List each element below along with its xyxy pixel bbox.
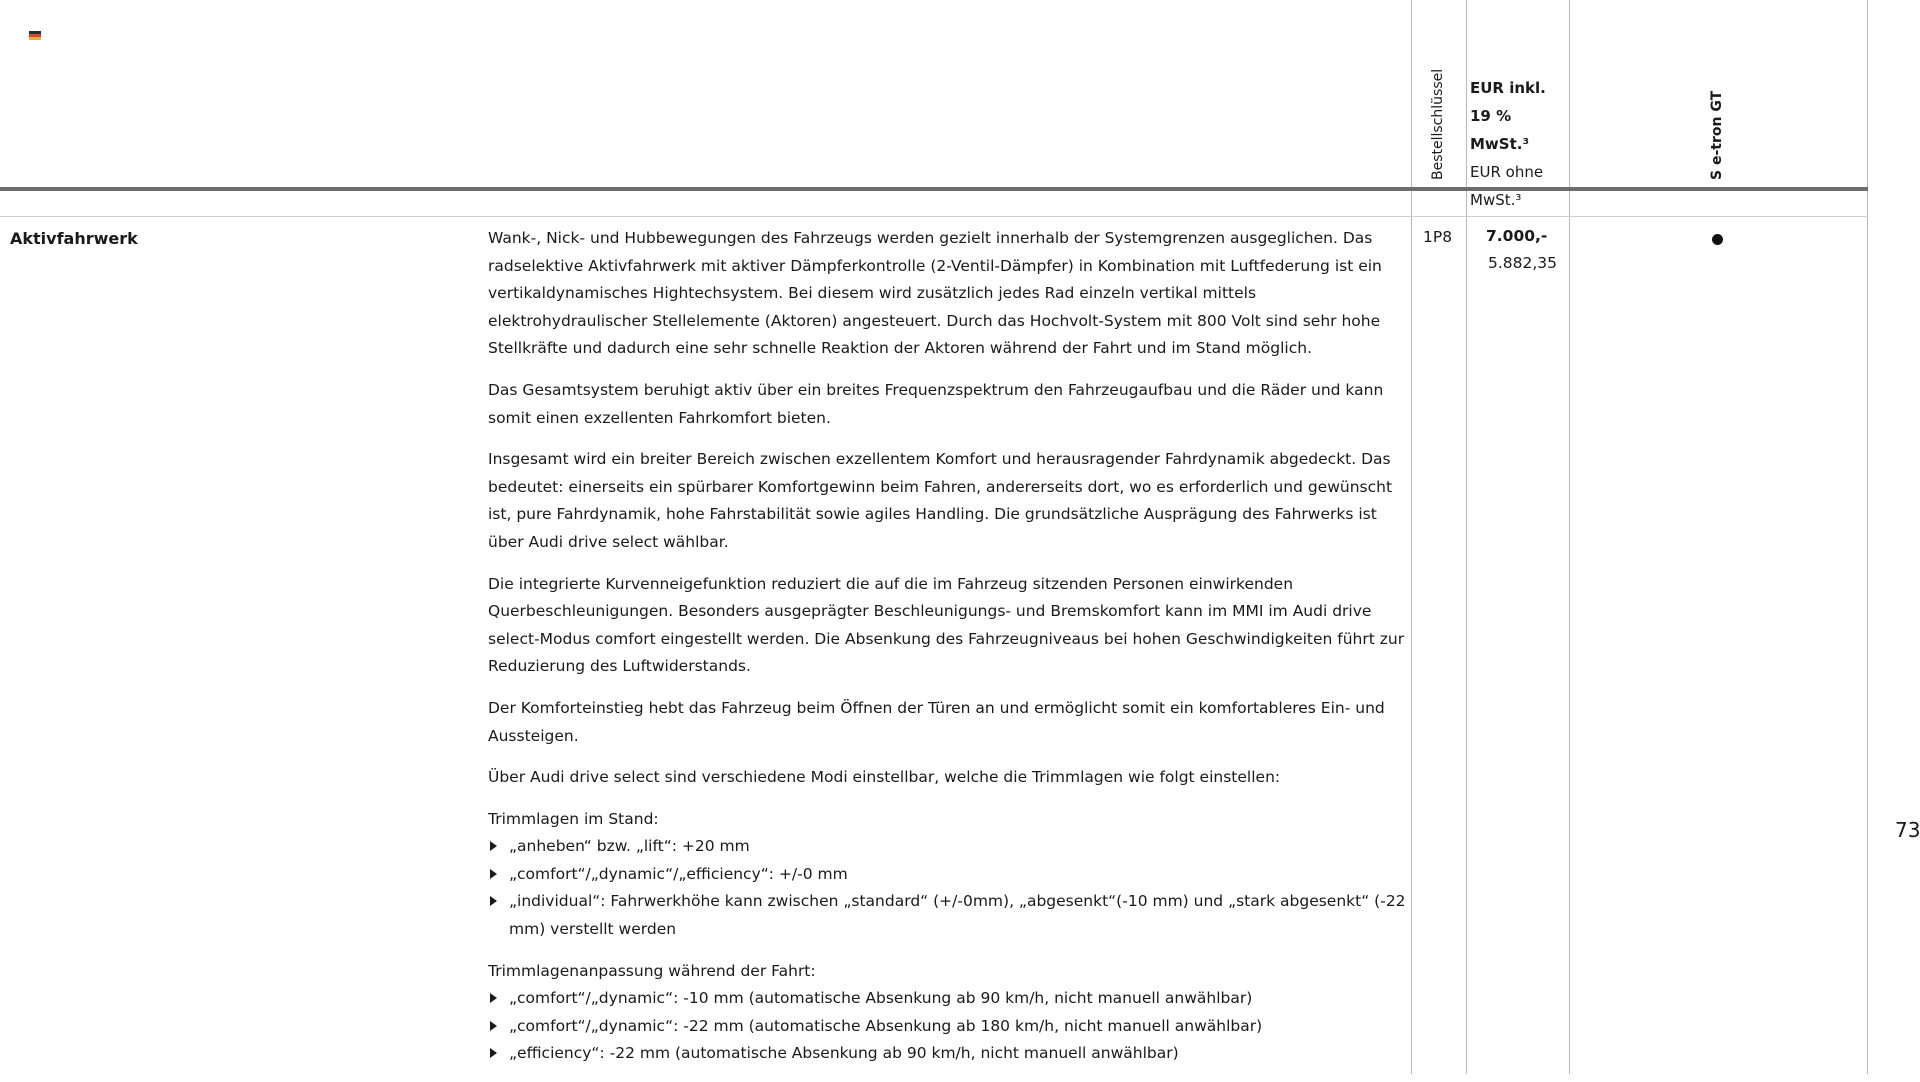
list-item xyxy=(488,861,1408,889)
order-key-header: Bestellschlüssel xyxy=(1430,68,1446,180)
drive-list xyxy=(488,985,1408,1068)
description-paragraph: Die integrierte Kurvenneigefunktion reduziert die auf die im Fahrzeug sitzenden Personen einwirkenden Querbeschleunigungen. Besonders ausgeprägter Beschleunigungs- und Bremskomfort kann im MMI im Audi drive select-Modus comfort eingestellt werden. Die Absenkung des Fahrzeugniveaus bei hohen Geschwindigkeiten führt zur Reduzierung des Luftwiderstands. xyxy=(488,574,1405,676)
germany-flag-icon xyxy=(29,31,41,40)
row-rule xyxy=(0,216,1868,217)
price-excl-value: 5.882,35 xyxy=(1488,254,1558,272)
price-header xyxy=(1470,74,1570,214)
description-paragraph: Wank-, Nick- und Hubbewegungen des Fahrzeugs werden gezielt innerhalb der Systemgrenzen ausgeglichen. Das radselektive Aktivfahrwerk mit aktiver Dämpferkontrolle (2-Ventil-Dämpfer) in Kombination mit Luftfederung ist ein vertikaldynamisches Hightechsystem. Bei diesem wird zusätzlich jedes Rad einzeln vertikal mittels elektrohydraulischer Stellelemente (Aktoren) angesteuert. Durch das Hochvolt-System mit 800 Volt sind sehr hohe Stellkräfte und dadurch eine sehr schnelle Reaktion der Aktoren während der Fahrt und im Stand möglich. xyxy=(488,229,1382,358)
divider-code-left xyxy=(1411,0,1412,1074)
order-code: 1P8 xyxy=(1423,228,1453,246)
divider-price-left xyxy=(1466,0,1467,1074)
list-item xyxy=(488,833,1408,861)
price-incl-header: EUR inkl. 19 % MwSt.³ xyxy=(1470,79,1546,153)
list-item-text: „anheben“ bzw. „lift“: +20 mm xyxy=(509,837,750,856)
list-item-text: „comfort“/„dynamic“: -10 mm (automatische Absenkung ab 90 km/h, nicht manuell anwählbar) xyxy=(509,989,1253,1008)
price-incl-value: 7.000,- xyxy=(1486,227,1548,245)
bullet-triangle-icon xyxy=(490,1048,497,1058)
model-header: S e-tron GT xyxy=(1709,90,1725,180)
list-item xyxy=(488,888,1408,943)
list-item-text: „efficiency“: -22 mm (automatische Absenkung ab 90 km/h, nicht manuell anwählbar) xyxy=(509,1044,1179,1063)
stand-heading: Trimmlagen im Stand: xyxy=(488,809,659,828)
divider-model-right xyxy=(1867,0,1868,1074)
price-excl-header: EUR ohne MwSt.³ xyxy=(1470,163,1544,209)
description-paragraph: Insgesamt wird ein breiter Bereich zwischen exzellentem Komfort und herausragender Fahrdynamik abgedeckt. Das bedeutet: einerseits ein spürbarer Komfortgewinn beim Fahren, andererseits dort, wo es erforderlich und gewünscht ist, pure Fahrdynamik, hohe Fahrstabilität sowie agiles Handling. Die grundsätzliche Ausprägung des Fahrwerks ist über Audi drive select wählbar. xyxy=(488,450,1393,551)
bullet-triangle-icon xyxy=(490,1021,497,1031)
stand-list xyxy=(488,833,1408,943)
bullet-triangle-icon xyxy=(490,841,497,851)
page-number: 73 xyxy=(1895,818,1920,842)
feature-description xyxy=(488,225,1408,1082)
list-item-text: „comfort“/„dynamic“: -22 mm (automatische Absenkung ab 180 km/h, nicht manuell anwählbar) xyxy=(509,1016,1263,1035)
list-item xyxy=(488,985,1408,1013)
bullet-triangle-icon xyxy=(490,869,497,879)
bullet-triangle-icon xyxy=(490,993,497,1003)
list-item-text: „comfort“/„dynamic“/„efficiency“: +/-0 mm xyxy=(509,864,848,883)
list-item xyxy=(488,1013,1408,1041)
standard-dot-icon xyxy=(1712,234,1723,245)
list-item-text: „individual“: Fahrwerkhöhe kann zwischen „standard“ (+/-0mm), „abgesenkt“(-10 mm) und „stark abgesenkt“ (-22 mm) verstellt werden xyxy=(509,892,1406,939)
bullet-triangle-icon xyxy=(490,896,497,906)
flag-stripe-bottom xyxy=(29,37,41,40)
header-rule xyxy=(0,187,1868,191)
drive-heading: Trimmlagenanpassung während der Fahrt: xyxy=(488,961,816,980)
description-paragraph: Der Komforteinstieg hebt das Fahrzeug beim Öffnen der Türen an und ermöglicht somit ein komfortableres Ein- und Aussteigen. xyxy=(488,698,1385,745)
list-item xyxy=(488,1040,1408,1068)
feature-name: Aktivfahrwerk xyxy=(10,229,138,248)
description-paragraph: Das Gesamtsystem beruhigt aktiv über ein breites Frequenzspektrum den Fahrzeugaufbau und die Räder und kann somit einen exzellenten Fahrkomfort bieten. xyxy=(488,380,1384,427)
description-paragraph: Über Audi drive select sind verschiedene Modi einstellbar, welche die Trimmlagen wie folgt einstellen: xyxy=(488,768,1281,787)
